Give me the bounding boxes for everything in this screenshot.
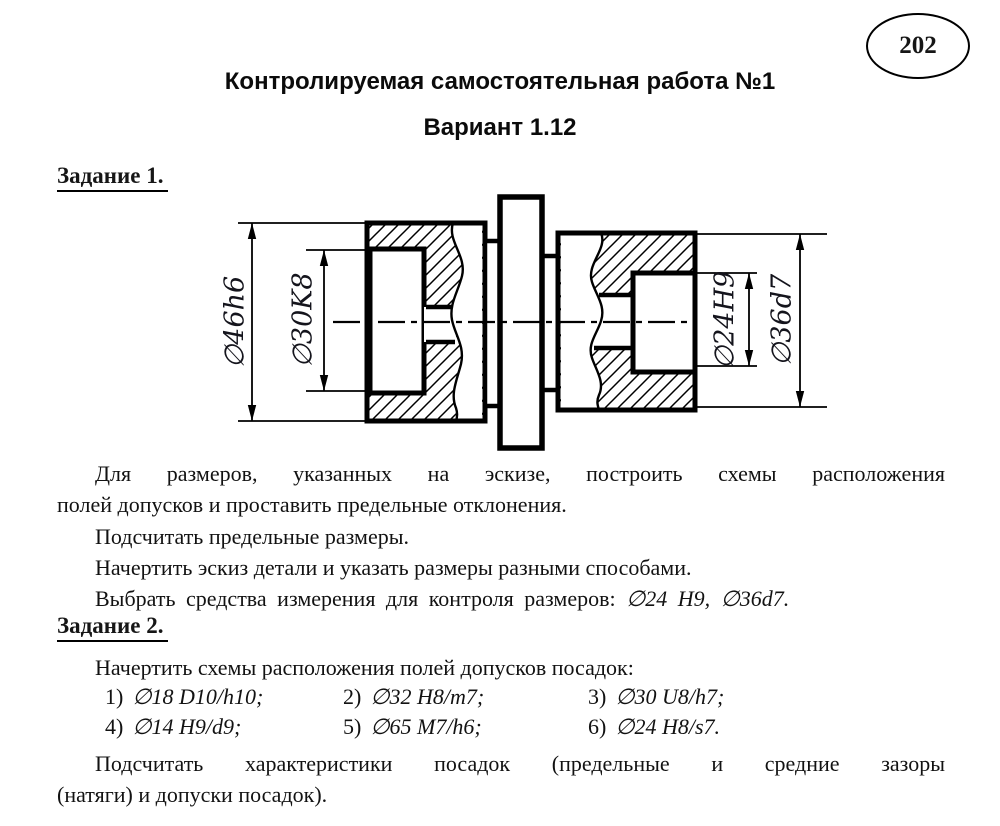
measuring-tools-text: Выбрать средства измерения для контроля размеров: [95,586,627,611]
fit-number: 2) [343,684,362,709]
text-line: Подсчитать характеристики посадок (предельные и средние зазоры [95,751,945,776]
fit-item-1 [105,684,263,710]
fit-number: 3) [588,684,607,709]
task1-paragraph-3: Начертить эскиз детали и указать размеры разными способами. [95,555,692,580]
fit-item-2 [343,684,484,710]
dimension-30K8 [288,250,373,391]
text-line: (натяги) и допуски посадок). [57,782,328,807]
task2-final-paragraph [57,748,945,810]
fit-value: ∅32 H8/m7; [370,684,485,709]
task1-heading [57,163,168,192]
variant-subtitle: Вариант 1.12 [423,114,577,141]
task2-intro: Начертить схемы расположения полей допусков посадок: [95,655,634,680]
page-title: Контролируемая самостоятельная работа №1 [224,68,776,95]
measuring-tools-sizes: ∅24 H9, ∅36d7. [626,586,790,611]
task1-paragraph-1 [57,458,945,520]
dimension-24H9 [695,271,757,370]
fit-value: ∅24 H8/s7. [615,714,721,739]
fit-item-3 [588,684,724,710]
fit-number: 5) [343,714,362,739]
dim-label-24H9: ∅24H9 [709,270,741,370]
technical-drawing [0,194,1000,456]
fit-value: ∅65 M7/h6; [370,714,482,739]
fit-value: ∅30 U8/h7; [615,684,725,709]
task2-heading-text: Задание 2. [57,613,168,642]
dim-label-30K8: ∅30K8 [287,272,319,368]
fit-item-5 [343,714,482,740]
fit-item-6 [588,714,720,740]
fit-value: ∅18 D10/h10; [132,684,264,709]
fit-value: ∅14 H9/d9; [132,714,242,739]
dim-label-36d7: ∅36d7 [766,273,798,367]
fit-item-4 [105,714,241,740]
task2-heading [57,613,168,642]
task1-paragraph-2: Подсчитать предельные размеры. [95,524,409,549]
page-number: 202 [899,32,937,59]
fit-number: 4) [105,714,124,739]
dim-label-46h6: ∅46h6 [219,275,251,369]
task1-paragraph-4 [57,583,945,614]
task1-heading-text: Задание 1. [57,163,168,192]
fit-number: 6) [588,714,607,739]
text-line: полей допусков и проставить предельные отклонения. [57,492,567,517]
text-line: Для размеров, указанных на эскизе, построить схемы расположения [95,461,945,486]
fit-number: 1) [105,684,124,709]
